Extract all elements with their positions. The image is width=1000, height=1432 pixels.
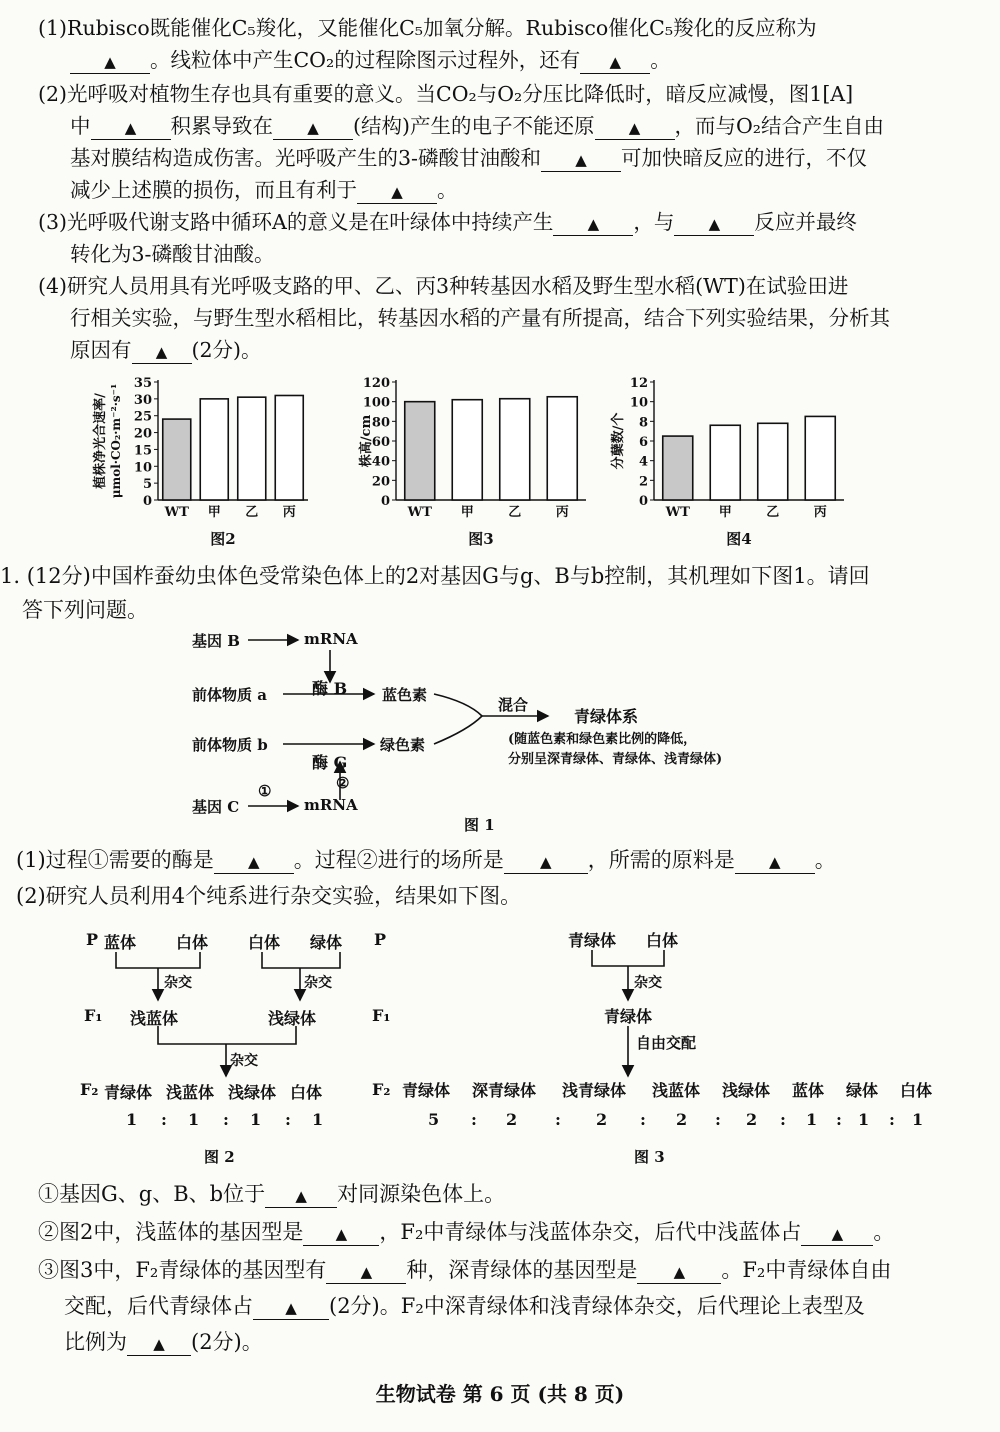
q21-a3-text-a: ③图3中，F₂青绿体的基因型有 (38, 1258, 327, 1282)
ratio-separator: : (285, 1110, 291, 1129)
teal-system-label: 青绿体系 (574, 707, 639, 726)
y-tick-label: 20 (371, 474, 390, 490)
q4-part3-text: (3)光呼吸代谢支路中循环A的意义是在叶绿体中持续产生 (38, 210, 554, 234)
q4-part2-text-d: (结构)产生的电子不能还原 (353, 114, 595, 138)
q21-sub1-text-a: (1)过程①需要的酶是 (16, 848, 214, 872)
ratio-separator: : (715, 1110, 721, 1129)
y-axis-label-2: μmol·CO₂·m⁻²·s⁻¹ (109, 383, 123, 499)
q21-a3-line3 (64, 1328, 263, 1356)
gene-c-label: 基因 C (192, 798, 240, 816)
f2-ratio-value: 1 (858, 1110, 870, 1129)
fig2-f2-label: F₂ (80, 1080, 99, 1099)
q21-intro-text: 1. (12分)中国柞蚕幼虫体色受常染色体上的2对基因G与g、B与b控制，其机理如下图1。请回 (0, 564, 870, 588)
y-tick-label: 6 (638, 435, 648, 450)
process-1-marker: ① (258, 782, 272, 800)
fig2-parent-blue: 蓝体 (104, 933, 137, 952)
q4-part2-text-f: 基对膜结构造成伤害。光呼吸产生的3-磷酸甘油酸和 (70, 146, 541, 170)
f2-phenotype: 浅绿体 (722, 1081, 771, 1100)
x-tick-label: 乙 (245, 505, 259, 520)
enzyme-b-label: 酶 B (312, 679, 348, 698)
fig2-parent-white-2: 白体 (248, 933, 281, 952)
y-tick-label: 0 (380, 494, 390, 509)
figure3-caption: 图 3 (634, 1148, 665, 1166)
q4-part1-end: 。 (650, 48, 671, 72)
answer-blank[interactable] (265, 1183, 337, 1208)
fig3-p-label: P (374, 930, 387, 949)
q4-part3-text-b: ，与 (633, 210, 675, 234)
y-tick-label: 5 (142, 477, 152, 493)
q4-part4-text: (4)研究人员用具有光呼吸支路的甲、乙、丙3种转基因水稻及野生型水稻(WT)在试验田进 (38, 274, 849, 298)
mrna-label: mRNA (304, 630, 358, 648)
footer-subject: 生物试卷 (375, 1382, 456, 1406)
f2-phenotype: 青绿体 (104, 1083, 153, 1102)
q21-a1 (38, 1180, 505, 1208)
y-tick-label: 60 (371, 435, 390, 450)
x-tick-label: 丙 (282, 505, 296, 520)
precursor-b-label: 前体物质 b (192, 736, 268, 754)
y-tick-label: 120 (362, 376, 390, 391)
q21-a1-text-b: 对同源染色体上。 (337, 1182, 506, 1206)
f2-phenotype: 蓝体 (792, 1081, 825, 1100)
y-tick-label: 25 (133, 409, 152, 425)
q4-part2-text-b: 中 (70, 114, 91, 138)
precursor-a-label: 前体物质 a (192, 686, 267, 704)
fig3-cross-label: 杂交 (634, 975, 662, 991)
q4-part2-text-c: 积累导致在 (170, 114, 273, 138)
x-tick-label: 甲 (460, 505, 474, 520)
q21-a3-text-c: 。F₂中青绿体自由 (721, 1258, 892, 1282)
answer-blank[interactable] (326, 1259, 406, 1284)
q21-sub2-text: (2)研究人员利用4个纯系进行杂交实验，结果如下图。 (16, 884, 522, 908)
footer-page: 第 6 页 (462, 1382, 531, 1406)
x-tick-label: 丙 (813, 505, 827, 520)
ratio-separator: : (889, 1110, 895, 1129)
y-tick-label: 4 (638, 454, 648, 470)
q21-a2-text-a: ②图2中，浅蓝体的基因型是 (38, 1220, 304, 1244)
q21-a3-text-b: 种，深青绿体的基因型是 (406, 1258, 638, 1282)
fig3-f1-label: F₁ (372, 1006, 391, 1025)
ratio-separator: : (780, 1110, 786, 1129)
figure2-caption: 图 2 (204, 1148, 235, 1166)
x-tick-label: 丙 (555, 505, 569, 520)
fig2-parent-white: 白体 (176, 933, 209, 952)
fig2-cross-label-3: 杂交 (230, 1053, 258, 1069)
q4-part2-end: 。 (437, 178, 458, 202)
q21-a2-end: 。 (873, 1220, 895, 1244)
q21-a2 (38, 1218, 894, 1246)
figure1-caption: 图 1 (464, 816, 495, 834)
q21-a3-text-d: 交配，后代青绿体占 (64, 1294, 253, 1318)
mix-label: 混合 (498, 696, 529, 714)
x-tick-label: 甲 (207, 505, 221, 520)
f2-phenotype: 白体 (290, 1083, 323, 1102)
f2-ratio-value: 2 (746, 1110, 758, 1129)
answer-blank[interactable] (637, 1259, 721, 1284)
chart-caption: 图4 (726, 530, 752, 548)
enzyme-g-label: 酶 G (312, 753, 348, 772)
answer-blank[interactable] (735, 849, 815, 874)
y-tick-label: 0 (638, 494, 648, 509)
q4-part2-text-h: 减少上述膜的损伤，而且有利于 (70, 178, 357, 202)
x-tick-label: WT (665, 505, 690, 520)
ratio-separator: : (471, 1110, 477, 1129)
f2-ratio-value: 5 (428, 1110, 440, 1129)
q21-a3 (38, 1256, 891, 1284)
f2-ratio-value: 1 (312, 1110, 324, 1129)
fig2-f1-label: F₁ (84, 1006, 103, 1025)
ratio-separator: : (640, 1110, 646, 1129)
q4-part1-text-b: 。线粒体中产生CO₂的过程除图示过程外，还有 (150, 48, 581, 72)
y-tick-label: 40 (371, 454, 390, 470)
f2-ratio-value: 1 (912, 1110, 924, 1129)
x-tick-label: 乙 (508, 505, 522, 520)
answer-blank[interactable] (253, 1295, 329, 1320)
x-tick-label: WT (407, 505, 432, 520)
note-line1: (随蓝色素和绿色素比例的降低， (508, 732, 697, 747)
gene-b-label: 基因 B (192, 632, 240, 650)
f2-phenotype: 浅蓝体 (166, 1083, 215, 1102)
f2-phenotype: 白体 (900, 1081, 933, 1100)
q4-part1-text: (1)Rubisco既能催化C₅羧化，又能催化C₅加氧分解。Rubisco催化C₅羧化的反应称为 (38, 16, 817, 40)
q4-part2-text: (2)光呼吸对植物生存也具有重要的意义。当CO₂与O₂分压比降低时，暗反应减慢，图1[A] (38, 82, 854, 106)
q21-intro-text-2: 答下列问题。 (22, 598, 148, 622)
page-footer (0, 1378, 1000, 1407)
x-tick-label: WT (164, 505, 189, 520)
y-tick-label: 0 (142, 494, 152, 509)
answer-blank[interactable] (801, 1221, 873, 1246)
y-tick-label: 100 (362, 395, 390, 411)
f2-phenotype: 浅蓝体 (652, 1081, 701, 1100)
q21-a2-text-b: ，F₂中青绿体与浅蓝体杂交，后代中浅蓝体占 (379, 1220, 802, 1244)
q21-sub1-text-b: 。过程②进行的场所是 (293, 848, 504, 872)
x-tick-label: 乙 (766, 505, 780, 520)
y-tick-label: 80 (371, 415, 390, 431)
y-tick-label: 10 (629, 395, 648, 411)
y-tick-label: 35 (133, 376, 152, 391)
q4-part3-text-c: 反应并最终 (754, 210, 857, 234)
f2-ratio-value: 2 (596, 1110, 608, 1129)
q4-part4-text-c: 原因有 (70, 338, 132, 362)
f2-phenotype: 浅绿体 (228, 1083, 277, 1102)
y-tick-label: 12 (629, 376, 648, 391)
f2-ratio-value: 2 (676, 1110, 688, 1129)
fig2-f1-light-blue: 浅蓝体 (130, 1009, 179, 1028)
y-axis-label: 分蘖数/个 (611, 412, 626, 470)
answer-blank[interactable] (504, 849, 588, 874)
blue-pigment-label: 蓝色素 (382, 686, 428, 704)
f2-phenotype: 绿体 (846, 1081, 879, 1100)
y-tick-label: 15 (133, 443, 152, 459)
f2-phenotype: 青绿体 (402, 1081, 451, 1100)
y-tick-label: 2 (638, 474, 648, 490)
q21-a1-text-a: ①基因G、g、B、b位于 (38, 1182, 266, 1206)
q4-part4-text-b: 行相关实验，与野生型水稻相比，转基因水稻的产量有所提高，结合下列实验结果，分析其 (70, 306, 890, 330)
fig2-cross-label-2: 杂交 (304, 975, 332, 991)
q4-part2-text-g: 可加快暗反应的进行，不仅 (620, 146, 867, 170)
ratio-separator: : (836, 1110, 842, 1129)
y-tick-label: 10 (133, 460, 152, 476)
answer-blank[interactable] (214, 849, 294, 874)
fig2-cross-label: 杂交 (164, 975, 192, 991)
chart-caption: 图2 (210, 530, 236, 548)
y-tick-label: 20 (133, 426, 152, 442)
f2-ratio-value: 1 (126, 1110, 138, 1129)
f2-ratio-value: 1 (250, 1110, 262, 1129)
x-tick-label: 甲 (718, 505, 732, 520)
q21-a3-line2 (64, 1292, 865, 1320)
fig2-parent-green: 绿体 (310, 933, 343, 952)
y-axis-label: 植株净光合速率/ (93, 393, 108, 489)
fig2-f1-light-green: 浅绿体 (268, 1009, 317, 1028)
ratio-separator: : (555, 1110, 561, 1129)
q21-sub1-end: 。 (814, 848, 836, 872)
answer-blank[interactable] (127, 1331, 191, 1356)
answer-blank[interactable] (303, 1221, 379, 1246)
fig2-p-label: P (86, 930, 99, 949)
q21-a3-text-e: (2分)。F₂中深青绿体和浅青绿体杂交，后代理论上表型及 (329, 1294, 865, 1318)
fig3-parent-teal: 青绿体 (568, 931, 617, 950)
q21-a3-end: (2分)。 (191, 1330, 263, 1354)
ratio-separator: : (223, 1110, 229, 1129)
y-axis-label: 株高/cm (359, 414, 374, 468)
fig3-f2-label: F₂ (372, 1080, 391, 1099)
fig3-self-cross-label: 自由交配 (636, 1034, 697, 1052)
footer-total: (共 8 页) (537, 1382, 625, 1406)
q4-part4-end: (2分)。 (191, 338, 262, 362)
f2-phenotype: 深青绿体 (472, 1081, 537, 1100)
q4-part3-text-d: 转化为3-磷酸甘油酸。 (70, 242, 275, 266)
q4-part2-text-e: ，而与O₂结合产生自由 (674, 114, 885, 138)
q21-sub1-text-c: ，所需的原料是 (587, 848, 735, 872)
fig3-f1-teal: 青绿体 (604, 1007, 653, 1026)
mrna-label-2: mRNA (304, 796, 358, 814)
ratio-separator: : (161, 1110, 167, 1129)
process-2-marker: ② (336, 774, 350, 792)
fig3-parent-white: 白体 (646, 931, 679, 950)
y-tick-label: 8 (638, 415, 648, 431)
y-tick-label: 30 (133, 392, 152, 408)
q21-a3-text-f: 比例为 (64, 1330, 127, 1354)
f2-ratio-value: 1 (806, 1110, 818, 1129)
f2-ratio-value: 1 (188, 1110, 200, 1129)
note-line2: 分别呈深青绿体、青绿体、浅青绿体) (508, 752, 723, 767)
f2-phenotype: 浅青绿体 (562, 1081, 627, 1100)
chart-caption: 图3 (468, 530, 494, 548)
green-pigment-label: 绿色素 (380, 736, 426, 754)
q21-sub1 (16, 846, 836, 874)
q21-sub2 (16, 882, 521, 910)
f2-ratio-value: 2 (506, 1110, 518, 1129)
